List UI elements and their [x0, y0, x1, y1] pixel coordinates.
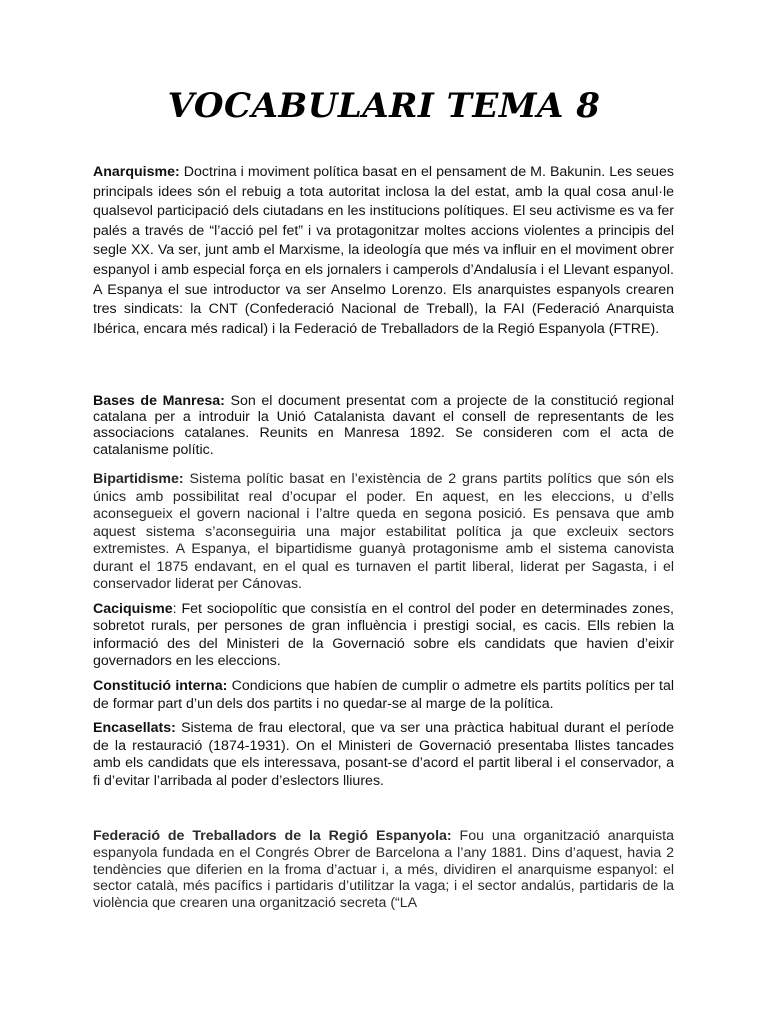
- definition-encasellats: Sistema de frau electoral, que va ser una pràctica habitual durant el període de la restauració (1874-1931). On el Ministeri de Governació presentaba llistes tancades amb els candidats que els interessava, posant-se d’acord el partit liberal i el conservador, a fi d’evitar l’arribada al poder d’eslectors lliures.: [93, 720, 674, 789]
- definition-caciquisme: : Fet sociopolític que consistía en el control del poder en determinades zones, sobretot rurals, per persones de gran influència i prestigi social, es cacis. Ells rebien la informació des del Ministeri de la Governació sobre els candidats que havien d’eixir governadors en les eleccions.: [93, 601, 674, 669]
- definition-federacio-treballadors: Fou una organització anarquista espanyola fundada en el Congrés Obrer de Barcelona a l’any 1881. Dins d’aquest, havia 2 tendències que diferien en la froma d’actuar i, a més, dividiren el anarquisme espanyol: el sector català, més pacífics i partidaris d’utilitzar la vaga; i el sector andalús, partidaris de la violència que crearen una organització secreta (“LA: [93, 828, 675, 912]
- term-bipartidisme: Bipartidisme:: [93, 471, 184, 487]
- document-title: VOCABULARI TEMA 8: [167, 86, 601, 126]
- definition-bases-de-manresa: Son el document presentat com a projecte de la constitució regional catalana per a introduir la Unió Catalanista davant el consell de representants de les associacions catalanes. Reunits en Manresa 1892. Se consideren com el acta de catalanisme polític.: [93, 393, 674, 458]
- term-encasellats: Encasellats:: [93, 720, 176, 736]
- entry-bases-de-manresa: [93, 393, 674, 458]
- term-constitucio-interna: Constitució interna:: [93, 678, 228, 694]
- term-anarquisme: Anarquisme:: [93, 164, 180, 180]
- term-bases-de-manresa: Bases de Manresa:: [93, 393, 225, 409]
- definition-constitucio-interna: Condicions que habíen de cumplir o admetre els partits polítics per tal de formar part d’un dels dos partits i no quedar-se al marge de la política.: [93, 678, 674, 712]
- entry-constitucio-interna: [93, 678, 674, 713]
- entry-bipartidisme: [93, 471, 674, 594]
- definition-bipartidisme: Sistema polític basat en l’existència de 2 grans partits polítics que són els únics amb possibilitat real d’ocupar el poder. En aquest, en les eleccions, u d’ells aconsegueix el govern nacional i l’altre queda en segona posició. Es pensava que amb aquest sistema s’aconseguiria una major estabilitat política ja que excleuix sectors extremistes. A Espanya, el bipartidisme guanyà protagonisme amb el sistema canovista durant el 1875 endavant, en el qual es turnaven el partit liberal, liderat per Sagasta, i el conservador liderat per Cánovas.: [93, 471, 674, 592]
- entry-encasellats: [93, 720, 674, 790]
- entry-anarquisme: [93, 163, 674, 339]
- definition-anarquisme: Doctrina i moviment política basat en el pensament de M. Bakunin. Les seues principals idees són el rebuig a tota autoritat inclosa la del estat, amb la qual cosa anul·le qualsevol participació dels ciutadans en les institucions polítiques. El seu activisme es va fer palés a través de “l’acció pel fet” i va protagonitzar moltes accions violentes a principis del segle XX. Va ser, junt amb el Marxisme, la ideología que més va influir en el moviment obrer espanyol i amb especial força en els jornalers i camperols d’Andalusía i el Llevant espanyol. A Espanya el sue introductor va ser Anselmo Lorenzo. Els anarquistes espanyols crearen tres sindicats: la CNT (Confederació Nacional de Treball), la FAI (Federació Anarquista Ibérica, encara més radical) i la Federació de Treballadors de la Regió Espanyola (FTRE).: [93, 164, 674, 337]
- term-federacio-treballadors: Federació de Treballadors de la Regió Espanyola:: [93, 828, 452, 844]
- entry-caciquisme: [93, 601, 674, 670]
- entry-federacio-treballadors: [93, 828, 674, 912]
- term-caciquisme: Caciquisme: [93, 601, 173, 617]
